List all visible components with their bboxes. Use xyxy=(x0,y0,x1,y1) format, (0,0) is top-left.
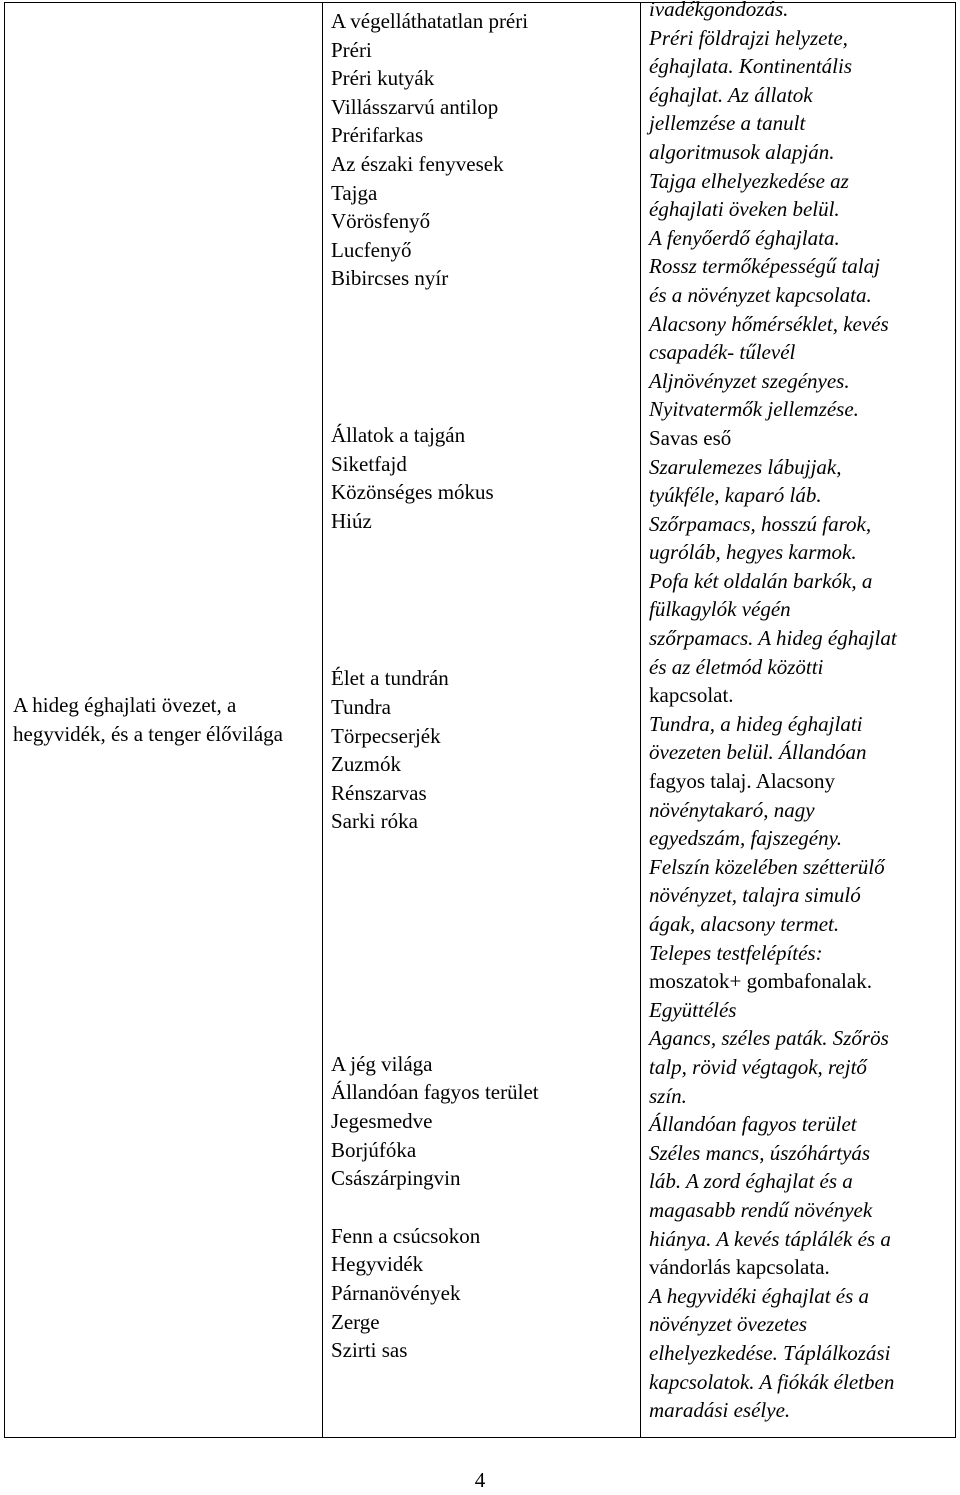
lesson-line: Prérifarkas xyxy=(331,123,424,148)
note-line: növényzet övezetes xyxy=(649,1312,808,1337)
lesson-line: Villásszarvú antilop xyxy=(331,94,499,119)
lesson-line: Állatok a tajgán xyxy=(331,422,466,447)
lesson-line: Állandóan fagyos terület xyxy=(331,1080,539,1105)
lesson-line: Hiúz xyxy=(331,508,372,533)
note-line: Tajga elhelyezkedése az xyxy=(649,168,849,193)
content-table xyxy=(4,2,956,1438)
lesson-line: Jegesmedve xyxy=(331,1109,433,1134)
lesson-line: Párnanövények xyxy=(331,1281,461,1306)
note-line: szőrpamacs. A hideg éghajlat xyxy=(649,626,897,651)
note-line: Agancs, széles paták. Szőrös xyxy=(649,1026,889,1051)
note-line: Telepes testfelépítés: xyxy=(649,940,823,965)
note-line: éghajlati öveken belül. xyxy=(649,197,840,222)
note-line: Felszín közelében szétterülő xyxy=(649,854,885,879)
note-line: hiánya. A kevés táplálék és a xyxy=(649,1226,891,1251)
note-line: vándorlás kapcsolata. xyxy=(649,1255,830,1280)
lesson-line: A végelláthatatlan préri xyxy=(331,9,529,33)
note-line: fagyos talaj. Alacsony xyxy=(649,769,836,794)
lesson-line: Élet a tundrán xyxy=(331,666,449,691)
lesson-list-cell xyxy=(323,3,641,1438)
note-line: növényzet, talajra simuló xyxy=(649,883,861,908)
lesson-line: Siketfajd xyxy=(331,451,407,476)
lesson-group-taiga-animals xyxy=(331,421,634,535)
lesson-line: Préri xyxy=(331,37,372,62)
note-line: Együttélés xyxy=(649,997,737,1022)
topic-cell xyxy=(5,3,323,1438)
lesson-line: Vörösfenyő xyxy=(331,209,431,234)
note-line: láb. A zord éghajlat és a xyxy=(649,1169,853,1194)
note-line: éghajlat. Az állatok xyxy=(649,82,813,107)
table-row xyxy=(5,3,956,1438)
note-line: Széles mancs, úszóhártyás xyxy=(649,1140,871,1165)
note-line: Állandóan fagyos terület xyxy=(649,1112,857,1137)
note-line: talp, rövid végtagok, rejtő xyxy=(649,1054,867,1079)
lesson-line: Fenn a csúcsokon xyxy=(331,1223,481,1248)
note-line: Alacsony hőmérséklet, kevés xyxy=(649,311,889,336)
lesson-line: Az északi fenyvesek xyxy=(331,151,504,176)
note-line: növénytakaró, nagy xyxy=(649,797,815,822)
lesson-line: Zuzmók xyxy=(331,752,401,777)
notes-list xyxy=(641,0,955,1425)
note-line: A hegyvidéki éghajlat és a xyxy=(649,1283,870,1308)
note-line: éghajlata. Kontinentális xyxy=(649,54,852,79)
note-line: ivadékgondozás. xyxy=(649,0,789,21)
note-line: elhelyezkedése. Táplálkozási xyxy=(649,1340,891,1365)
lesson-line: A jég világa xyxy=(331,1051,433,1076)
note-line: Nyitvatermők jellemzése. xyxy=(649,397,859,422)
note-line: csapadék- tűlevél xyxy=(649,340,796,365)
note-line: egyedszám, fajszegény. xyxy=(649,826,843,851)
note-line: ugróláb, hegyes karmok. xyxy=(649,540,857,565)
lesson-line: Rénszarvas xyxy=(331,780,427,805)
note-line: A fenyőerdő éghajlata. xyxy=(649,225,840,250)
note-line: Pofa két oldalán barkók, a xyxy=(649,568,873,593)
lesson-line: Szirti sas xyxy=(331,1338,408,1363)
note-line: ágak, alacsony termet. xyxy=(649,912,840,936)
page-number: 4 xyxy=(474,1468,486,1492)
notes-cell xyxy=(641,0,956,1438)
topic-text: A hideg éghajlati övezet, a hegyvidék, és a tenger élővilága xyxy=(13,693,283,746)
lesson-line: Közönséges mókus xyxy=(331,480,494,505)
note-line: maradási esélye. xyxy=(649,1398,791,1423)
note-line: moszatok+ gombafonalak. xyxy=(649,969,872,994)
note-line: Tundra, a hideg éghajlati xyxy=(649,711,863,736)
lesson-line: Préri kutyák xyxy=(331,66,435,91)
lesson-line: Sarki róka xyxy=(331,809,418,834)
note-line: szín. xyxy=(649,1083,687,1108)
lesson-line: Tajga xyxy=(331,180,378,205)
lesson-group-mountains xyxy=(331,1222,634,1365)
note-line: Szőrpamacs, hosszú farok, xyxy=(649,511,872,536)
lesson-line: Zerge xyxy=(331,1309,380,1334)
note-line: és az életmód közötti xyxy=(649,654,824,679)
lesson-line: Hegyvidék xyxy=(331,1252,424,1277)
note-line: magasabb rendű növények xyxy=(649,1197,873,1222)
lesson-group-prairie xyxy=(331,7,634,150)
lesson-line: Bibircses nyír xyxy=(331,266,449,291)
lesson-line: Császárpingvin xyxy=(331,1166,461,1191)
lesson-group-tundra xyxy=(331,664,634,836)
note-line: Préri földrajzi helyzete, xyxy=(649,25,848,50)
note-line: övezeten belül. Állandóan xyxy=(649,740,867,765)
lesson-group-taiga xyxy=(331,150,634,293)
lesson-line: Tundra xyxy=(331,694,391,719)
note-line: Savas eső xyxy=(649,425,732,450)
lesson-group-ice xyxy=(331,1050,634,1193)
note-line: és a növényzet kapcsolata. xyxy=(649,282,872,307)
note-line: algoritmusok alapján. xyxy=(649,139,835,164)
note-line: tyúkféle, kaparó láb. xyxy=(649,483,822,508)
note-line: Szarulemezes lábujjak, xyxy=(649,454,842,479)
note-line: Rossz termőképességű talaj xyxy=(649,254,880,279)
lesson-line: Törpecserjék xyxy=(331,723,441,748)
note-line: kapcsolatok. A fiókák életben xyxy=(649,1369,895,1394)
lesson-line: Lucfenyő xyxy=(331,237,412,262)
note-line: jellemzése a tanult xyxy=(649,111,806,136)
note-line: kapcsolat. xyxy=(649,683,734,708)
note-line: Aljnövényzet szegényes. xyxy=(649,368,850,393)
lesson-line: Borjúfóka xyxy=(331,1137,417,1162)
note-line: fülkagylók végén xyxy=(649,597,791,622)
